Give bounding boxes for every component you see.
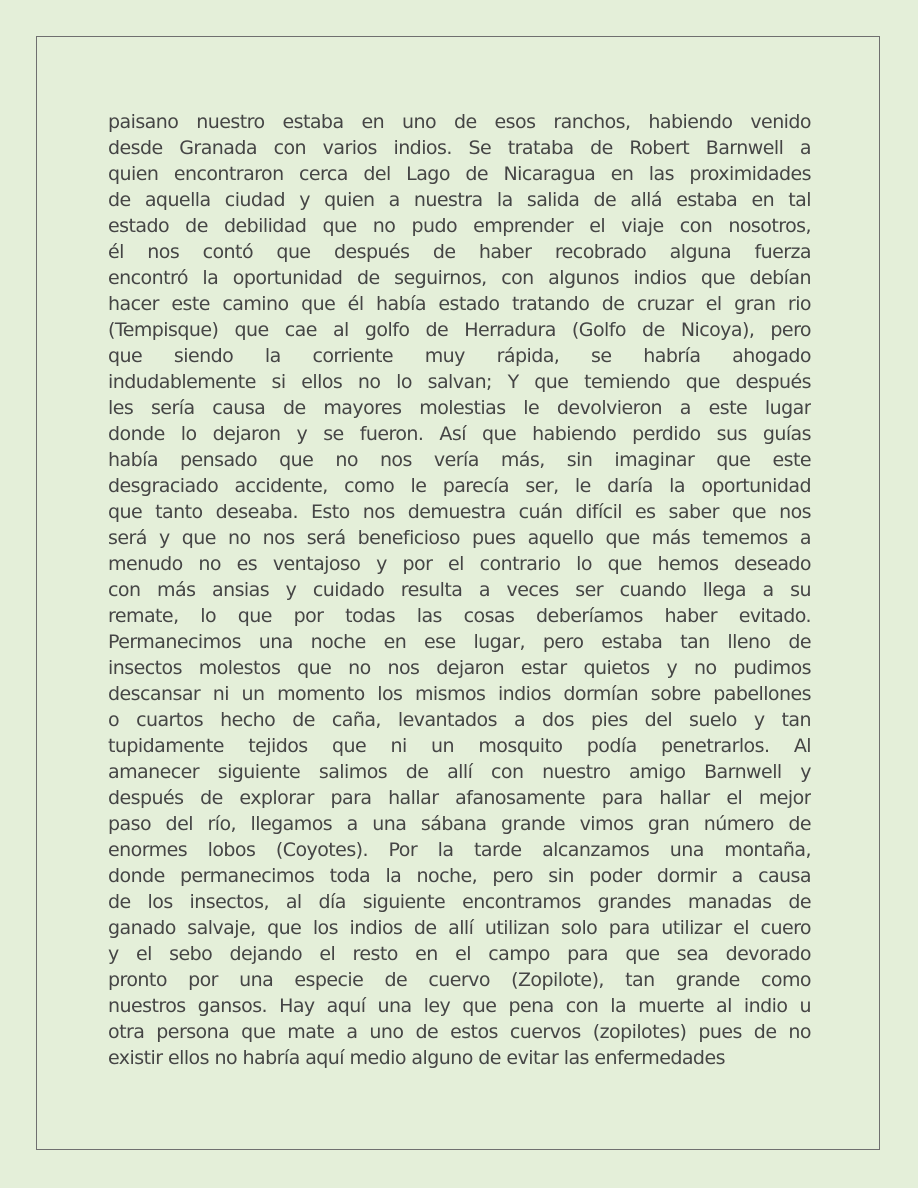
text-line: había pensado que no nos vería más, sin imaginar que este <box>108 449 811 471</box>
text-line: quien encontraron cerca del Lago de Nicaragua en las proximidades <box>108 163 811 185</box>
text-line: donde permanecimos toda la noche, pero sin poder dormir a causa <box>108 865 811 887</box>
text-line: con más ansias y cuidado resulta a veces ser cuando llega a su <box>108 579 811 601</box>
text-line: él nos contó que después de haber recobrado alguna fuerza <box>108 241 811 263</box>
text-line: paisano nuestro estaba en uno de esos ranchos, habiendo venido <box>108 111 811 133</box>
text-line: y el sebo dejando el resto en el campo para que sea devorado <box>108 943 811 965</box>
text-line: menudo no es ventajoso y por el contrario lo que hemos deseado <box>108 553 811 575</box>
text-line: insectos molestos que no nos dejaron estar quietos y no pudimos <box>108 657 811 679</box>
text-line: o cuartos hecho de caña, levantados a dos pies del suelo y tan <box>108 709 811 731</box>
text-line: amanecer siguiente salimos de allí con nuestro amigo Barnwell y <box>108 761 811 783</box>
text-line: hacer este camino que él había estado tratando de cruzar el gran rio <box>108 293 811 315</box>
text-line: que siendo la corriente muy rápida, se habría ahogado <box>108 345 811 367</box>
text-line: ganado salvaje, que los indios de allí utilizan solo para utilizar el cuero <box>108 917 811 939</box>
text-line: de aquella ciudad y quien a nuestra la salida de allá estaba en tal <box>108 189 811 211</box>
text-line: remate, lo que por todas las cosas deberíamos haber evitado. <box>108 605 811 627</box>
text-line: existir ellos no habría aquí medio alguno de evitar las enfermedades <box>108 1047 725 1069</box>
text-line: paso del río, llegamos a una sábana grande vimos gran número de <box>108 813 811 835</box>
text-line: desde Granada con varios indios. Se trataba de Robert Barnwell a <box>108 137 811 159</box>
text-line: donde lo dejaron y se fueron. Así que habiendo perdido sus guías <box>108 423 811 445</box>
text-line: desgraciado accidente, como le parecía ser, le daría la oportunidad <box>108 475 811 497</box>
text-line: nuestros gansos. Hay aquí una ley que pena con la muerte al indio u <box>108 995 811 1017</box>
text-line: Permanecimos una noche en ese lugar, pero estaba tan lleno de <box>108 631 811 653</box>
text-line: enormes lobos (Coyotes). Por la tarde alcanzamos una montaña, <box>108 839 811 861</box>
text-line: les sería causa de mayores molestias le devolvieron a este lugar <box>108 397 811 419</box>
text-line: descansar ni un momento los mismos indios dormían sobre pabellones <box>108 683 811 705</box>
text-line: estado de debilidad que no pudo emprender el viaje con nosotros, <box>108 215 811 237</box>
text-line: será y que no nos será beneficioso pues aquello que más tememos a <box>108 527 811 549</box>
text-line: pronto por una especie de cuervo (Zopilote), tan grande como <box>108 969 811 991</box>
text-line: encontró la oportunidad de seguirnos, con algunos indios que debían <box>108 267 811 289</box>
text-line: indudablemente si ellos no lo salvan; Y que temiendo que después <box>108 371 811 393</box>
text-line: de los insectos, al día siguiente encontramos grandes manadas de <box>108 891 811 913</box>
body-text <box>108 109 811 1071</box>
text-line: después de explorar para hallar afanosamente para hallar el mejor <box>108 787 811 809</box>
text-line: otra persona que mate a uno de estos cuervos (zopilotes) pues de no <box>108 1021 811 1043</box>
text-line: que tanto deseaba. Esto nos demuestra cuán difícil es saber que nos <box>108 501 811 523</box>
text-line: (Tempisque) que cae al golfo de Herradura (Golfo de Nicoya), pero <box>108 319 811 341</box>
text-line: tupidamente tejidos que ni un mosquito podía penetrarlos. Al <box>108 735 811 757</box>
